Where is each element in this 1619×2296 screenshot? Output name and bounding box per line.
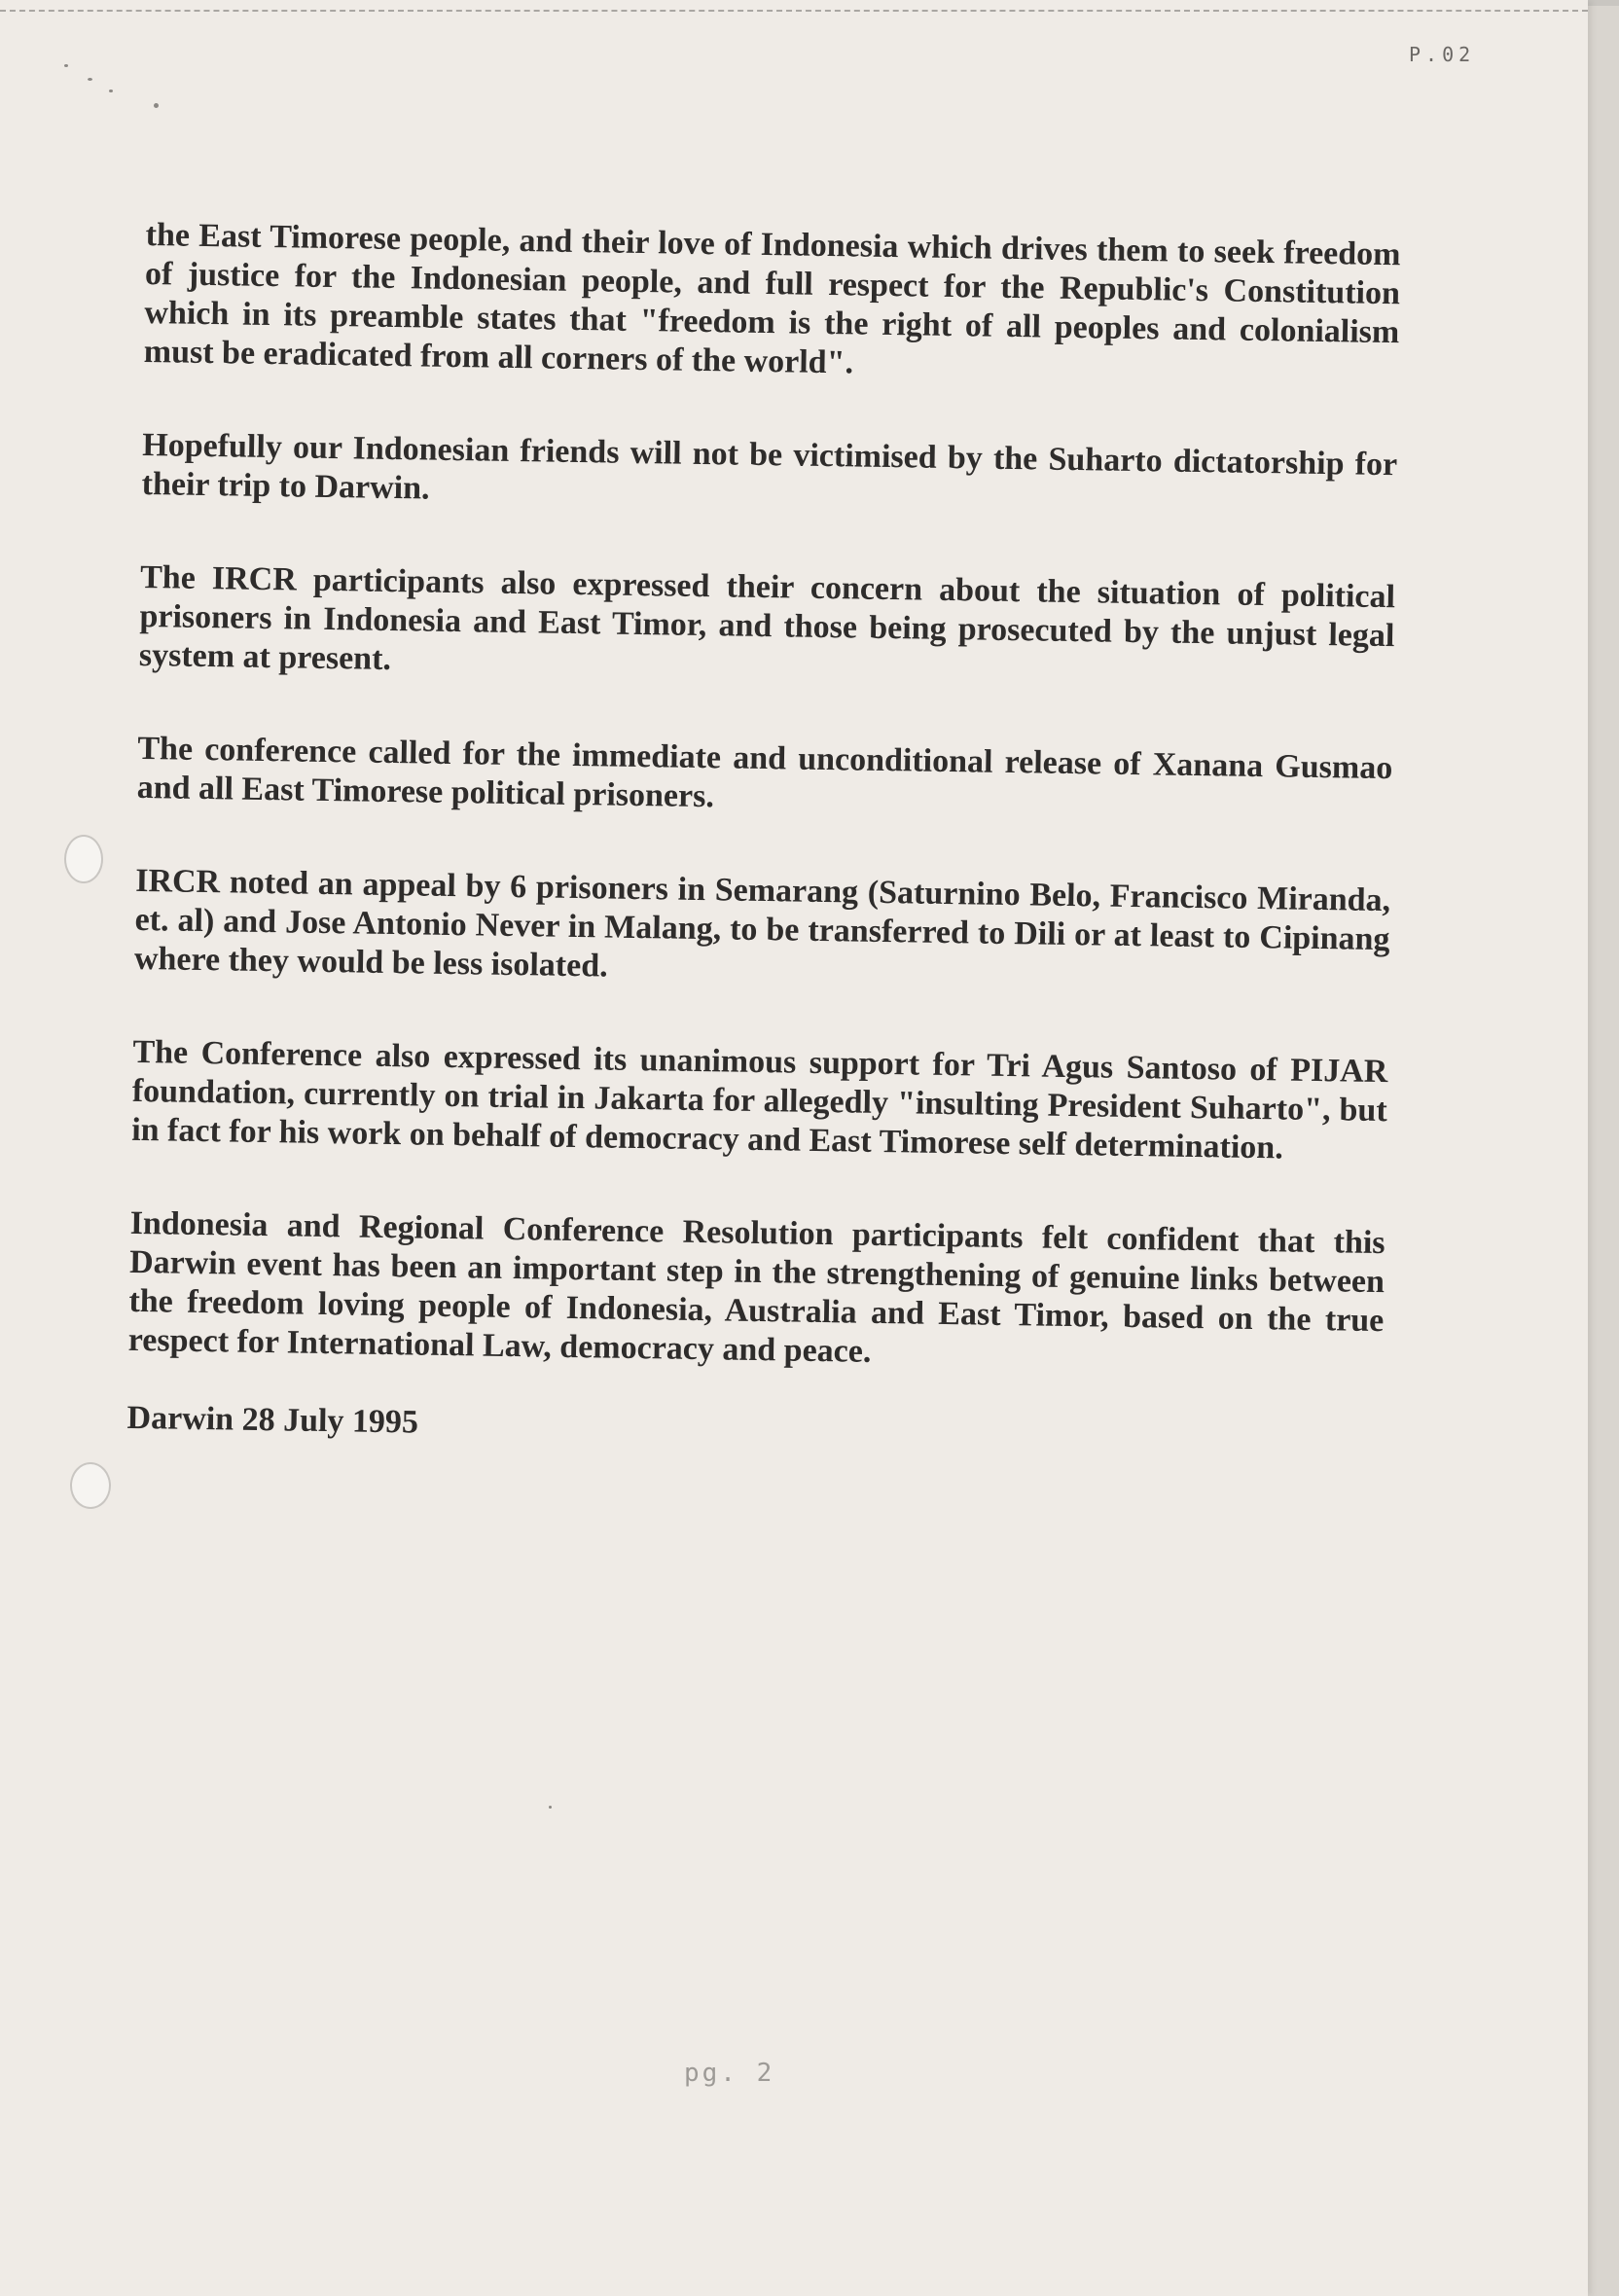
scan-speck	[64, 64, 68, 67]
paragraph: Hopefully our Indonesian friends will not be victimised by the Suharto dictatorship for their trip to Darwin.	[141, 426, 1398, 507]
footer-page-number: pg. 2	[684, 2059, 775, 2088]
punch-hole	[64, 835, 103, 883]
signoff-date: Darwin 28 July 1995	[126, 1399, 419, 1441]
paragraph: The conference called for the immediate and unconditional release of Xanana Gusmao and all East Timorese political prisoners.	[136, 730, 1393, 815]
paragraph: the East Timorese people, and their love of Indonesia which drives them to seek freedom of justice for the Indonesian people, and full respect for the Republic's Constitution which in its preamble states that "freedom is the right of all peoples and colonialism must be eradicated from all corners of the world".	[143, 216, 1401, 381]
paragraph: Indonesia and Regional Conference Resolution participants felt confident that this Darwin event has been an important step in the strengthening of genuine links between the freedom loving people of Indonesia, Australia and East Timor, based on the true respect for International Law, democracy and peace.	[127, 1204, 1385, 1370]
letter-body	[126, 216, 1401, 1457]
fax-header-rule	[0, 10, 1588, 12]
scan-speck	[549, 1806, 552, 1809]
paragraph: The IRCR participants also expressed their concern about the situation of political prisoners in Indonesia and East Timor, and those being prosecuted by the unjust legal system at present.	[138, 558, 1396, 678]
paragraph: The Conference also expressed its unanimous support for Tri Agus Santoso of PIJAR foundation, currently on trial in Jakarta for allegedly "insulting President Suharto", but in fact for his work on behalf of democracy and East Timorese self determination.	[130, 1033, 1388, 1166]
paragraph: IRCR noted an appeal by 6 prisoners in Semarang (Saturnino Belo, Francisco Miranda, et. al) and Jose Antonio Never in Malang, to be transferred to Dili or at least to Cipinang where they would be less isolated.	[133, 862, 1391, 985]
scan-speck	[154, 103, 159, 108]
fax-page-number: P.02	[1409, 43, 1476, 66]
punch-hole	[70, 1462, 111, 1509]
scan-speck	[88, 78, 92, 81]
scan-speck	[109, 90, 113, 92]
